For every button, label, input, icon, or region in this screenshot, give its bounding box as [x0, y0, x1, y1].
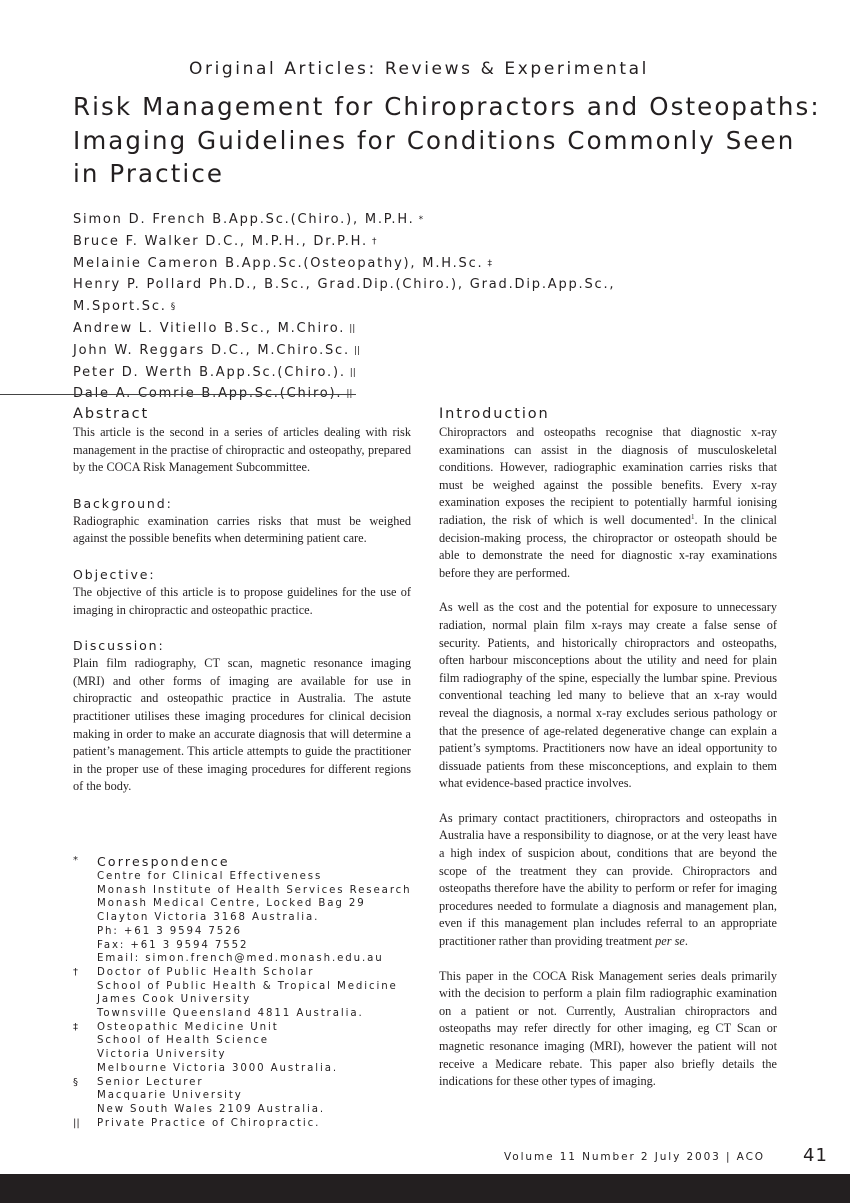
affiliation-mark: * [418, 215, 424, 225]
note-symbol: ‡ [73, 1021, 78, 1033]
author-line: M.Sport.Sc. § [73, 299, 176, 315]
affiliation-mark: † [371, 236, 377, 247]
journal-footer: Volume 11 Number 2 July 2003 | ACO [504, 1151, 765, 1163]
objective-heading: Objective: [73, 566, 156, 582]
note-symbol: * [73, 855, 78, 866]
note-affiliation [73, 966, 433, 1021]
footer-bar [0, 1174, 850, 1203]
note-symbol: † [73, 966, 78, 978]
introduction-paragraph: As primary contact practitioners, chiropractors and osteopaths in Australia have a responsibility to diagnose, or at the very least have a high index of suspicion about, conditions that are beyond the scope of the treatment they can provide. Chiropractors and osteopaths therefore have the ability to perform or refer for imaging procedures needed to formulate a diagnosis and management plan, even if this management plan includes referral to an appropriate practitioner rather than providing treatment per se. [439, 810, 777, 949]
reference-marker: 1 [690, 512, 695, 521]
affiliation-mark: || [346, 389, 353, 400]
title-line: Imaging Guidelines for Conditions Commonly Seen [73, 125, 796, 155]
note-line: Correspondence [97, 854, 230, 869]
abstract-heading: Abstract [73, 406, 150, 422]
discussion-heading: Discussion: [73, 638, 165, 654]
background-heading: Background: [73, 495, 173, 511]
note-line: Osteopathic Medicine Unit [97, 1021, 279, 1033]
note-line: School of Public Health & Tropical Medicine [97, 980, 398, 992]
author-line: Dale A. Comrie B.App.Sc.(Chiro). || [73, 386, 353, 402]
page-number: 41 [803, 1145, 828, 1166]
note-line: Monash Institute of Health Services Research [97, 884, 412, 896]
note-line: Townsville Queensland 4811 Australia. [97, 1008, 364, 1020]
note-symbol: || [73, 1117, 80, 1129]
affiliation-notes [73, 854, 433, 1130]
affiliation-mark: || [349, 367, 356, 378]
background-text: Radiographic examination carries risks that must be weighed against the possible benefits when determining patient care. [73, 513, 411, 546]
author-line: Melainie Cameron B.App.Sc.(Osteopathy), M.H.Sc. ‡ [73, 255, 492, 271]
author-line: Bruce F. Walker D.C., M.P.H., Dr.P.H. † [73, 233, 377, 249]
abstract-column [73, 404, 411, 796]
introduction-paragraph: As well as the cost and the potential for exposure to unnecessary radiation, normal plain film x-rays may create a false sense of security. Patients, and historically chiropractors and osteopaths, often harbour misconceptions about the utility and need for plain film radiography of the spine, especially the lumbar spine. Previous conventional teaching led many to believe that an x-ray would reveal the diagnosis, a normal x-ray excludes serious pathology or that the presence of age-related degenerative change can explain a patient’s symptoms. Practitioners now have an ideal opportunity to dissuade patients from these misconceptions, and explain to them what evidence-based practice involves. [439, 600, 777, 791]
affiliation-mark: || [353, 345, 361, 356]
author-list [73, 210, 833, 406]
email-link[interactable]: Email: simon.french@med.monash.edu.au [97, 953, 384, 965]
author-line: Peter D. Werth B.App.Sc.(Chiro.). || [73, 364, 356, 380]
title-line: Risk Management for Chiropractors and Osteopaths: [73, 92, 821, 121]
note-line: Macquarie University [97, 1090, 243, 1102]
note-affiliation [73, 1117, 433, 1131]
note-affiliation [73, 1076, 433, 1117]
author-line: John W. Reggars D.C., M.Chiro.Sc. || [73, 342, 361, 358]
note-line: Clayton Victoria 3168 Australia. [97, 912, 320, 924]
author-line: Andrew L. Vitiello B.Sc., M.Chiro. || [73, 320, 356, 336]
note-line: Monash Medical Centre, Locked Bag 29 [97, 898, 366, 910]
title-line: in Practice [73, 159, 225, 188]
abstract-intro: This article is the second in a series of articles dealing with risk management in the practise of chiropractic and osteopathy, prepared by the COCA Risk Management Subcommittee. [73, 425, 411, 475]
note-line: New South Wales 2109 Australia. [97, 1103, 325, 1115]
note-affiliation [73, 1021, 433, 1076]
introduction-paragraph: Chiropractors and osteopaths recognise that diagnostic x-ray examinations can assist in the diagnosis of musculoskeletal conditions. However, radiographic examination carries risks that must be weighed against the possible benefits. Every x-ray examination exposes the recipient to potentially harmful ionising radiation, the risk of which is well documented$^1$. In the clinical decision-making process, the chiropractor or osteopath should be able to demonstrate the need for diagnostic x-ray examinations before they are performed. [439, 425, 777, 580]
note-line: Melbourne Victoria 3000 Australia. [97, 1062, 338, 1074]
author-line: Simon D. French B.App.Sc.(Chiro.), M.P.H. * [73, 212, 424, 227]
objective-text: The objective of this article is to propose guidelines for the use of imaging in chiropractic and osteopathic practice. [73, 584, 411, 617]
discussion-text: Plain film radiography, CT scan, magnetic resonance imaging (MRI) and other forms of imaging are available for use in chiropractic and osteopathic practice in Australia. The astute practitioner utilises these imaging procedures for clinical decision making in order to make an accurate diagnosis that will determine a patient’s management. This article attempts to guide the practitioner in the proper use of these imaging procedures for different regions of the body. [73, 656, 411, 794]
note-correspondence [73, 854, 433, 966]
note-line: Centre for Clinical Effectiveness [97, 871, 323, 882]
note-symbol: § [73, 1076, 78, 1088]
section-label: Original Articles: Reviews & Experimental [189, 59, 649, 79]
note-line: Senior Lecturer [97, 1076, 204, 1088]
affiliation-mark: || [349, 323, 356, 334]
introduction-column [439, 404, 777, 1091]
affiliation-mark: ‡ [487, 258, 492, 269]
author-line: Henry P. Pollard Ph.D., B.Sc., Grad.Dip.(Chiro.), Grad.Dip.App.Sc., [73, 277, 616, 293]
note-line: School of Health Science [97, 1035, 269, 1047]
article-title [73, 90, 833, 191]
header-divider [0, 394, 356, 395]
note-line: James Cook University [97, 994, 251, 1006]
introduction-paragraph: This paper in the COCA Risk Management series deals primarily with the decision to perform a plain film radiographic examination on a patient or not. Currently, Australian chiropractors and osteopaths may refer directly for other imaging, eg CT Scan or magnetic resonance imaging (MRI), however the patient will not receive a Medicare rebate. This paper also briefly details the indications for these other types of imaging. [439, 968, 777, 1089]
note-line: Doctor of Public Health Scholar [97, 966, 315, 978]
affiliation-mark: § [170, 302, 176, 313]
note-line: Fax: +61 3 9594 7552 [97, 939, 249, 951]
note-line: Ph: +61 3 9594 7526 [97, 925, 242, 937]
note-line: Private Practice of Chiropractic. [97, 1117, 321, 1129]
note-line: Victoria University [97, 1049, 227, 1061]
introduction-heading: Introduction [439, 406, 550, 422]
